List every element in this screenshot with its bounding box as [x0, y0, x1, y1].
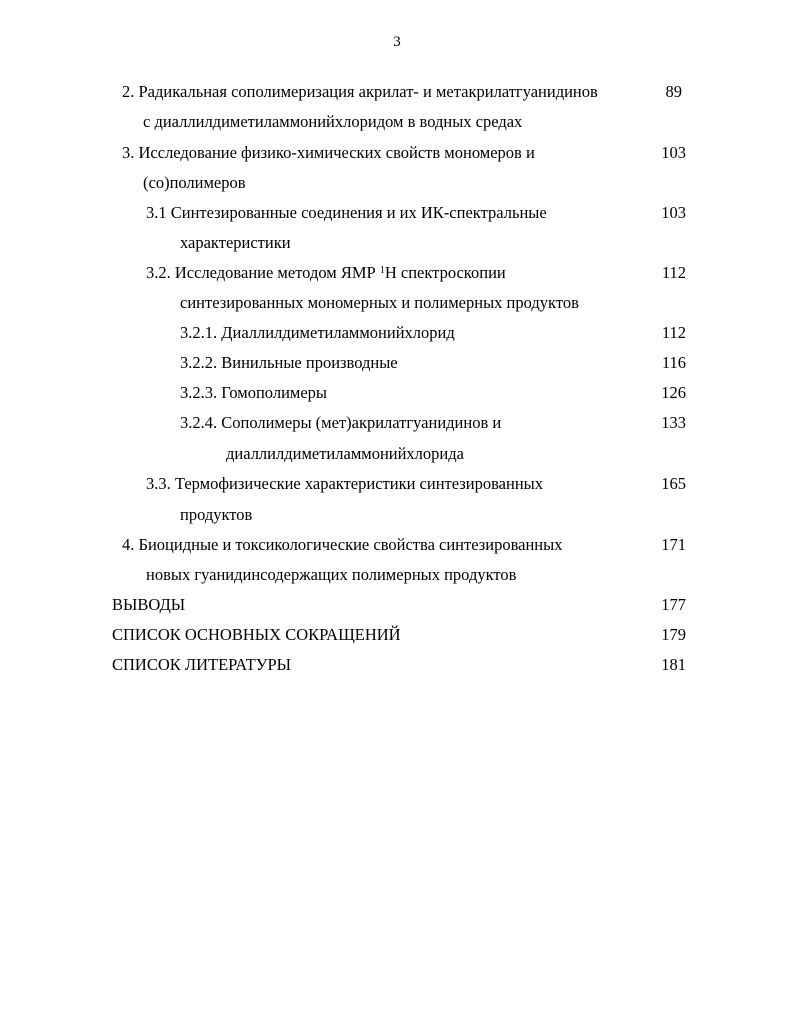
toc-entry-title[interactable]: СПИСОК ЛИТЕРАТУРЫ: [112, 655, 292, 674]
toc-entry-page: 89: [665, 82, 682, 101]
toc-entry-continuation: характеристики: [180, 233, 291, 252]
toc-entry-page: 171: [661, 535, 686, 554]
toc-entry-page: 177: [661, 595, 686, 614]
toc-entry-title[interactable]: 3.2.1. Диаллилдиметиламмонийхлорид: [180, 323, 455, 342]
toc-entry-continuation: диаллилдиметиламмонийхлорида: [226, 444, 464, 463]
page-number: 3: [393, 34, 401, 50]
toc-entry-page: 103: [661, 203, 686, 222]
toc-entry-title[interactable]: 3.1 Синтезированные соединения и их ИК-спектральные: [146, 203, 547, 222]
toc-entry-title-part: Н спектроскопии: [384, 263, 506, 282]
toc-entry-title[interactable]: 3.2.3. Гомополимеры: [180, 383, 327, 402]
toc-entry-title[interactable]: [146, 263, 506, 283]
toc-entry-title[interactable]: СПИСОК ОСНОВНЫХ СОКРАЩЕНИЙ: [112, 625, 401, 644]
toc-entry-title[interactable]: 4. Биоцидные и токсикологические свойства синтезированных: [122, 535, 563, 554]
toc-entry-title[interactable]: 3. Исследование физико-химических свойств мономеров и: [122, 143, 535, 162]
toc-entry-page: 116: [661, 353, 686, 372]
toc-entry-page: 133: [661, 413, 686, 432]
toc-entry-continuation: с диаллилдиметиламмонийхлоридом в водных средах: [143, 112, 523, 131]
toc-entry-continuation: синтезированных мономерных и полимерных продуктов: [180, 293, 579, 312]
toc-entry-title[interactable]: 3.3. Термофизические характеристики синтезированных: [146, 474, 543, 493]
toc-entry-title[interactable]: 2. Радикальная сополимеризация акрилат- и метакрилатгуанидинов: [122, 82, 598, 101]
toc-entry-page: 112: [661, 323, 686, 342]
toc-entry-page: 165: [661, 474, 686, 493]
toc-entry-continuation: продуктов: [180, 505, 253, 524]
toc-entry-page: 181: [661, 655, 686, 674]
toc-entry-continuation: (со)полимеров: [143, 173, 246, 192]
toc-entry-continuation: новых гуанидинсодержащих полимерных продуктов: [146, 565, 517, 584]
toc-entry-page: 126: [661, 383, 686, 402]
toc-entry-title-part: 3.2. Исследование методом ЯМР: [146, 263, 380, 282]
toc-entry-page: 112: [661, 263, 686, 282]
toc-entry-page: 103: [661, 143, 686, 162]
superscript: 1: [379, 265, 385, 276]
toc-entry-title[interactable]: 3.2.4. Сополимеры (мет)акрилатгуанидинов и: [180, 413, 502, 432]
toc-entry-page: 179: [661, 625, 686, 644]
toc-entry-title[interactable]: ВЫВОДЫ: [112, 595, 186, 614]
toc-entry-title[interactable]: 3.2.2. Винильные производные: [180, 353, 398, 372]
